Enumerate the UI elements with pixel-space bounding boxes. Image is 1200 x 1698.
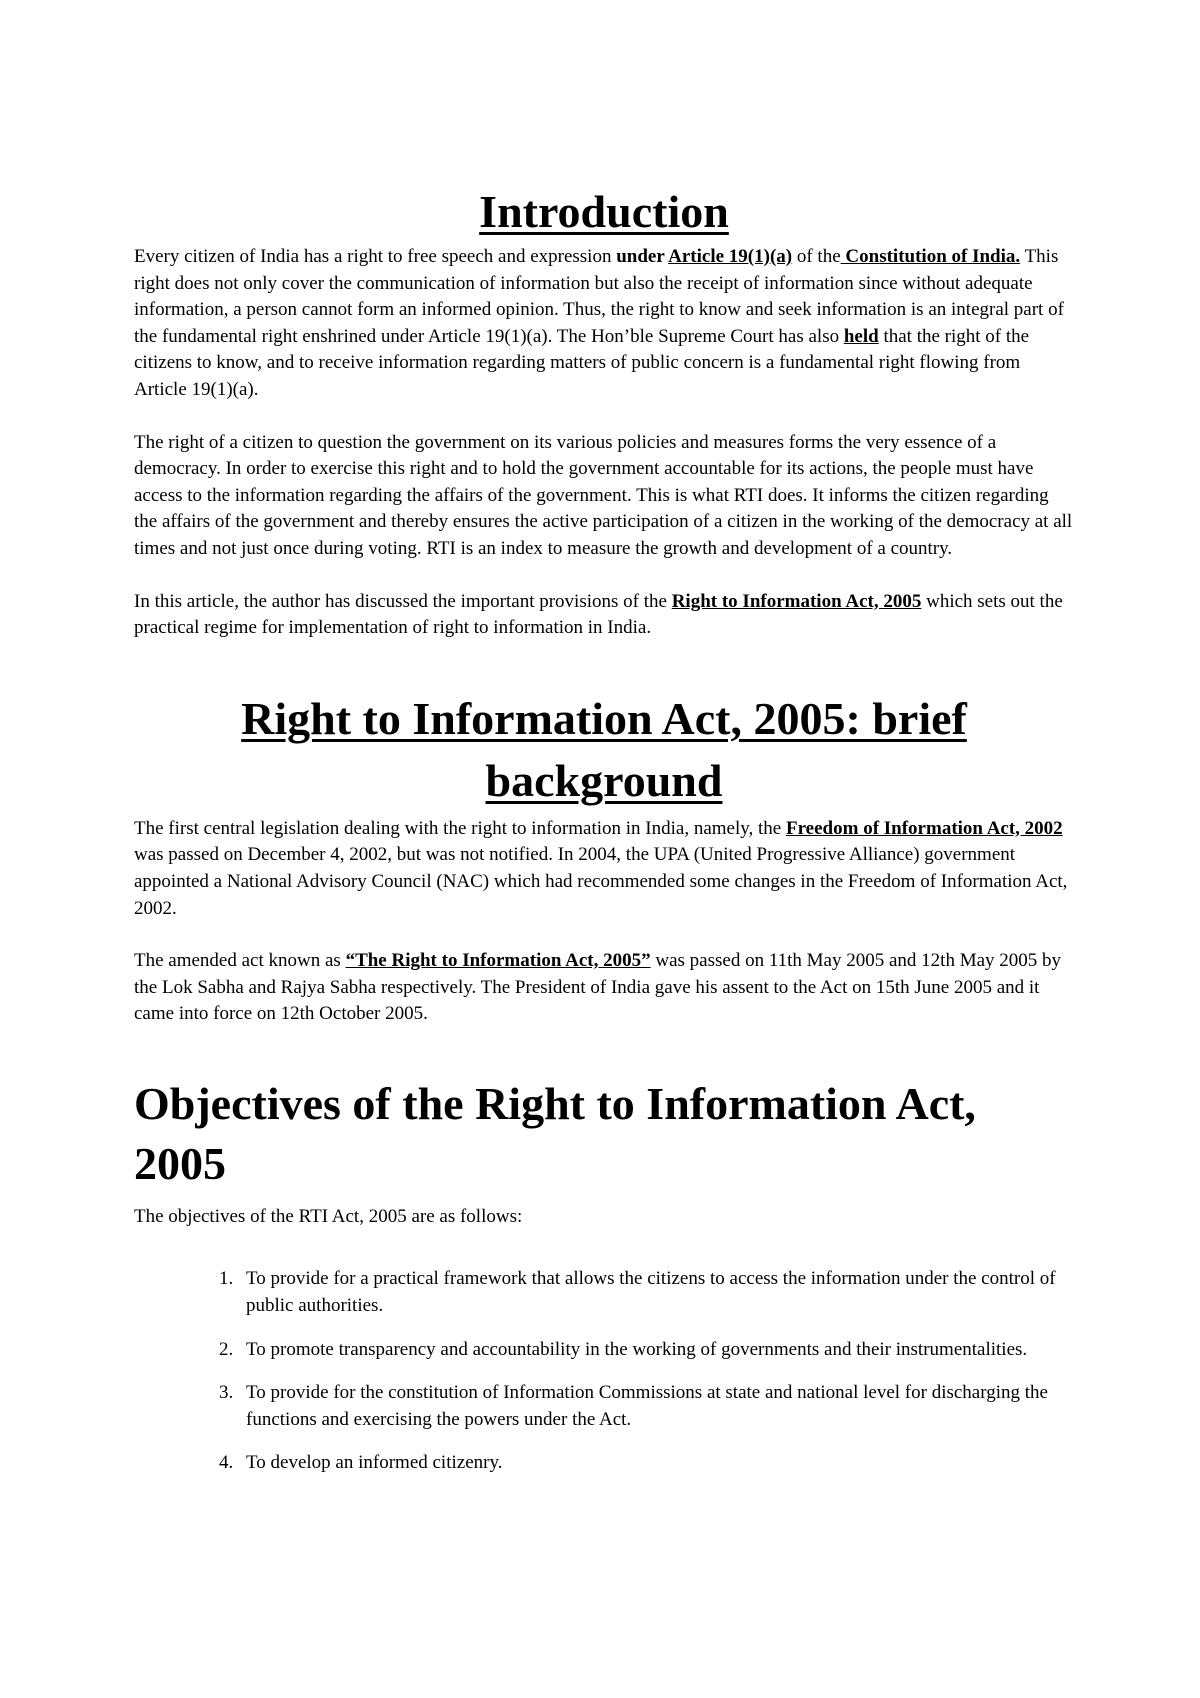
link-rti-act-2005[interactable]: Right to Information Act, 2005	[671, 590, 922, 612]
text-segment: In this article, the author has discussed the important provisions of the	[134, 590, 672, 612]
list-item: 4. To develop an informed citizenry.	[238, 1450, 1074, 1477]
list-item: 3. To provide for the constitution of Information Commissions at state and national level for discharging the functions and exercising the powers under the Act.	[238, 1380, 1074, 1433]
heading-objectives: Objectives of the Right to Information Act, 2005	[134, 1077, 976, 1189]
link-the-rti-act-2005[interactable]: “The Right to Information Act, 2005”	[345, 950, 651, 972]
link-article-19[interactable]: Article 19(1)(a)	[668, 246, 793, 267]
text-segment: The first central legislation dealing with the right to information in India, namely, the	[134, 817, 786, 839]
heading-introduction: Introduction	[479, 186, 729, 237]
link-held[interactable]: held	[843, 325, 879, 347]
text-segment: that the right of the citizens to know, and to receive information regarding matters of public concern is a fundamental right flowing from Article 19(1)(a).	[134, 325, 1030, 400]
background-paragraph-2	[134, 948, 1074, 1028]
intro-section	[134, 244, 1074, 642]
link-freedom-of-information-act[interactable]: Freedom of Information Act, 2002	[785, 817, 1063, 839]
objectives-section	[134, 1204, 1074, 1477]
background-paragraph-1	[134, 816, 1074, 922]
text-segment: was passed on December 4, 2002, but was not notified. In 2004, the UPA (United Progressive Alliance) government appointed a National Advisory Council (NAC) which had recommended some changes in the Freedom of Information Act, 2002.	[134, 844, 1068, 919]
text-segment: was passed on 11th May 2005 and 12th May 2005 by the Lok Sabha and Rajya Sabha respectively. The President of India gave his assent to the Act on 15th June 2005 and it came into force on 12th October 2005.	[134, 950, 1062, 1025]
background-section	[134, 816, 1074, 1028]
heading-brief-background: Right to Information Act, 2005: brief background	[241, 692, 967, 806]
link-constitution-of-india[interactable]: Constitution of India.	[840, 246, 1021, 267]
list-item: 1. To provide for a practical framework that allows the citizens to access the information under the control of public authorities.	[238, 1266, 1074, 1319]
list-item: 2. To promote transparency and accountability in the working of governments and their instrumentalities.	[238, 1337, 1074, 1364]
text-segment: which sets out the practical regime for implementation of right to information in India.	[134, 590, 1063, 639]
intro-paragraph-1	[134, 244, 1074, 404]
objectives-intro: The objectives of the RTI Act, 2005 are as follows:	[134, 1205, 523, 1227]
intro-paragraph-3	[134, 589, 1074, 642]
text-segment: of the	[792, 246, 841, 267]
bold-text: under	[616, 246, 669, 267]
text-segment: The amended act known as	[134, 950, 346, 972]
intro-paragraph-2: The right of a citizen to question the government on its various policies and measures forms the very essence of a democracy. In order to exercise this right and to hold the government accountable for its actions, the people must have access to the information regarding the affairs of the government. This is what RTI does. It informs the citizen regarding the affairs of the government and thereby ensures the active participation of a citizen in the working of the democracy at all times and not just once during voting. RTI is an index to measure the growth and development of a country.	[134, 431, 1073, 559]
text-segment: Every citizen of India has a right to free speech and expression	[134, 246, 617, 267]
document-page	[134, 186, 1074, 1494]
objectives-list	[134, 1266, 1074, 1477]
text-segment: This right does not only cover the communication of information but also the receipt of information since without adequate information, a person cannot form an informed opinion. Thus, the right to know and seek information is an integral part of the fundamental right enshrined under Article 19(1)(a). The Hon’ble Supreme Court has also	[134, 246, 1064, 347]
